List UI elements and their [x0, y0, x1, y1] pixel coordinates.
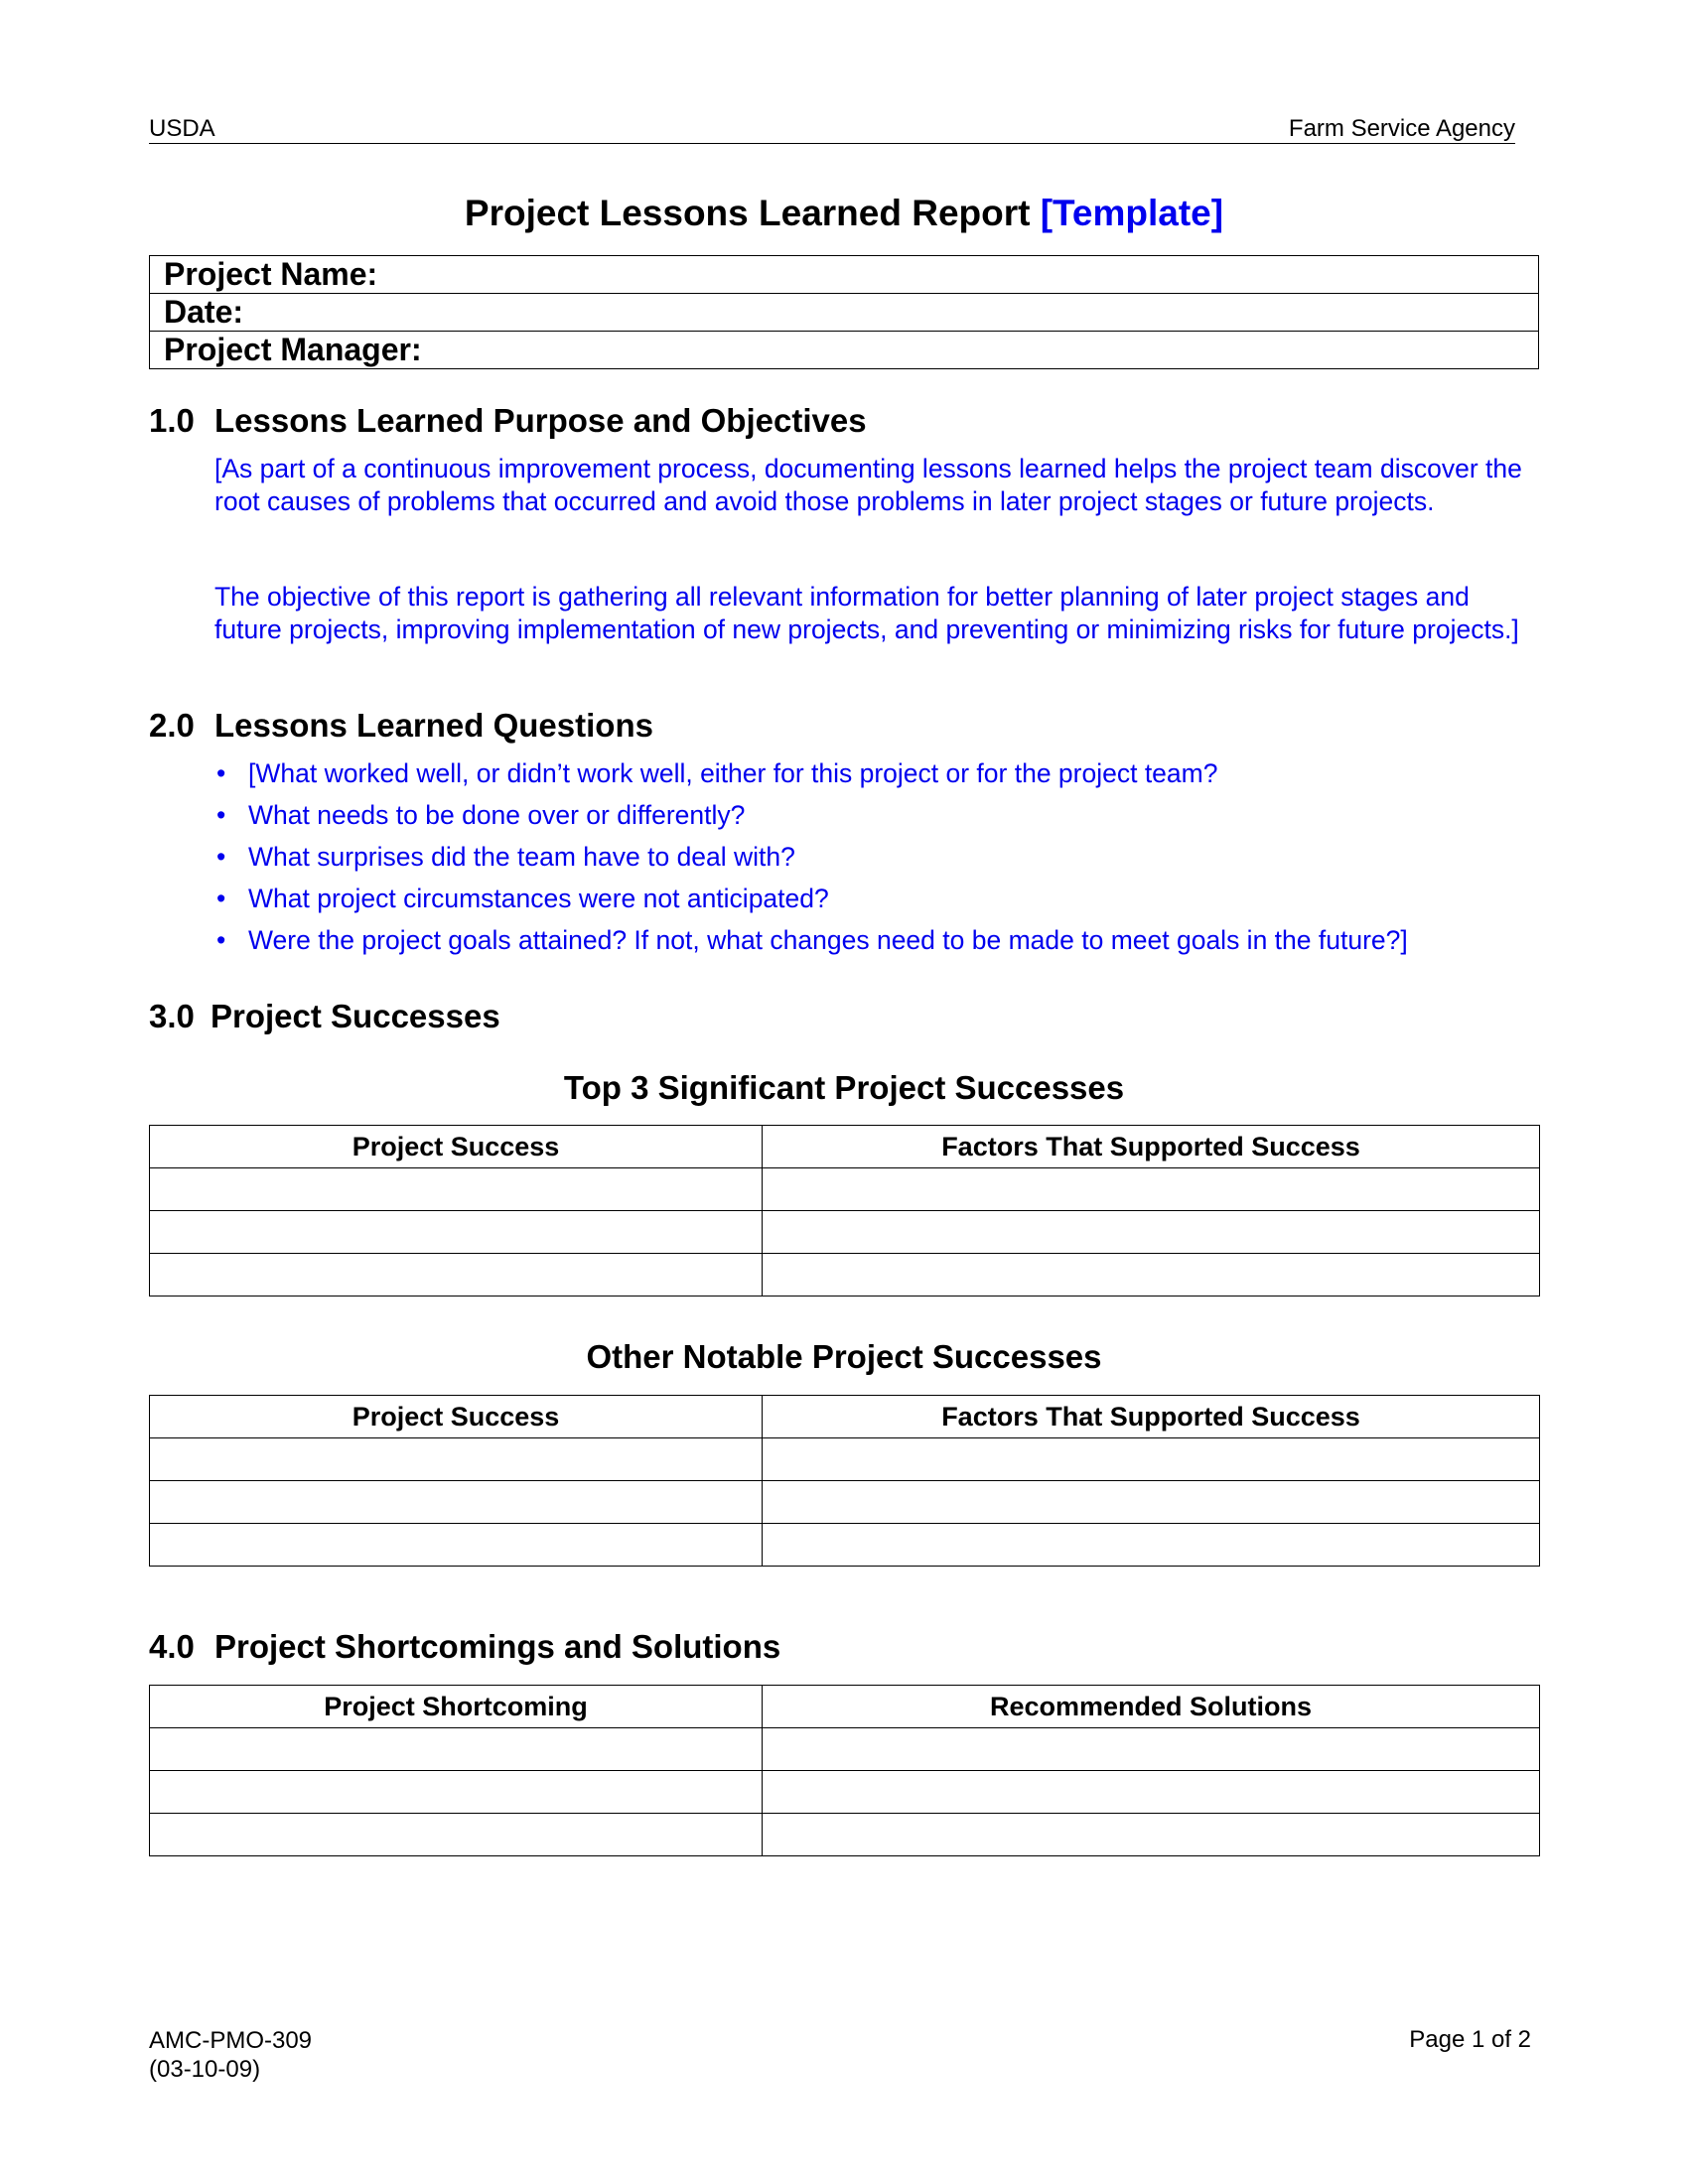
table-row — [150, 1771, 1540, 1814]
bullet-icon: • — [216, 800, 226, 830]
list-item-text: What project circumstances were not anticipated? — [248, 884, 829, 913]
bullet-icon: • — [216, 925, 226, 955]
table-cell[interactable] — [763, 1771, 1540, 1814]
list-item — [214, 883, 1539, 924]
other-successes-title: Other Notable Project Successes — [586, 1338, 1102, 1375]
project-name-field[interactable]: Project Name: — [150, 256, 1539, 294]
column-header-factors: Factors That Supported Success — [763, 1396, 1540, 1438]
objective-paragraph: The objective of this report is gathering all relevant information for better planning of later project stages and future projects, improving implementation of new projects, and preventing or minimizing risks for future projects.] — [214, 582, 1519, 644]
table-cell[interactable] — [150, 1814, 763, 1856]
project-info-table — [149, 255, 1539, 369]
column-header-factors: Factors That Supported Success — [763, 1126, 1540, 1168]
top-successes-table — [149, 1125, 1540, 1297]
table-cell[interactable] — [150, 1254, 763, 1297]
table-cell[interactable] — [763, 1211, 1540, 1254]
section-number: 1.0 — [149, 402, 195, 439]
footer-form-date: (03-10-09) — [149, 2056, 261, 2083]
table-cell[interactable] — [150, 1211, 763, 1254]
column-header-project-success: Project Success — [150, 1126, 763, 1168]
table-cell[interactable] — [763, 1438, 1540, 1481]
table-cell[interactable] — [150, 1438, 763, 1481]
table-cell[interactable] — [150, 1481, 763, 1524]
table-header-row — [150, 1396, 1540, 1438]
section-title: Lessons Learned Questions — [214, 707, 653, 744]
table-header-row — [150, 1126, 1540, 1168]
table-cell[interactable] — [763, 1814, 1540, 1856]
top-successes-title: Top 3 Significant Project Successes — [563, 1069, 1125, 1106]
list-item — [214, 757, 1539, 799]
shortcomings-table — [149, 1685, 1540, 1856]
section-2-heading — [149, 707, 653, 745]
list-item-text: What surprises did the team have to deal with? — [248, 842, 795, 872]
questions-list — [214, 757, 1539, 966]
table-cell[interactable] — [763, 1524, 1540, 1567]
list-item-text: [What worked well, or didn’t work well, either for this project or for the project team? — [248, 758, 1218, 788]
list-item — [214, 841, 1539, 883]
section-number: 4.0 — [149, 1628, 195, 1665]
document-page — [149, 0, 1539, 2184]
table-cell[interactable] — [150, 1168, 763, 1211]
section-title: Lessons Learned Purpose and Objectives — [214, 402, 867, 439]
table-row — [150, 1814, 1540, 1856]
section-1-heading — [149, 402, 867, 440]
table-cell[interactable] — [763, 1254, 1540, 1297]
document-title-main: Project Lessons Learned Report — [464, 193, 1031, 233]
table-row — [150, 294, 1539, 332]
section-number: 3.0 — [149, 998, 195, 1034]
table-cell[interactable] — [763, 1728, 1540, 1771]
footer-form-info — [149, 2026, 312, 2084]
section-number: 2.0 — [149, 707, 195, 744]
bullet-icon: • — [216, 884, 226, 913]
other-successes-table — [149, 1395, 1540, 1567]
list-item — [214, 924, 1539, 966]
column-header-project-success: Project Success — [150, 1396, 763, 1438]
table-row — [150, 1438, 1540, 1481]
bullet-icon: • — [216, 758, 226, 788]
table-cell[interactable] — [150, 1728, 763, 1771]
table-cell[interactable] — [763, 1168, 1540, 1211]
column-header-shortcoming: Project Shortcoming — [150, 1686, 763, 1728]
table-row — [150, 332, 1539, 369]
document-title-tag: [Template] — [1040, 193, 1224, 233]
footer-page-number: Page 1 of 2 — [1409, 2026, 1531, 2053]
table-row — [150, 1524, 1540, 1567]
footer-form-code: AMC-PMO-309 — [149, 2027, 313, 2054]
section-4-heading — [149, 1628, 780, 1666]
table-cell[interactable] — [763, 1481, 1540, 1524]
table-cell[interactable] — [150, 1524, 763, 1567]
list-item-text: What needs to be done over or differently? — [248, 800, 746, 830]
section-title: Project Successes — [211, 998, 500, 1034]
header-agency-right: Farm Service Agency — [1288, 115, 1515, 142]
table-row — [150, 1728, 1540, 1771]
list-item — [214, 799, 1539, 841]
document-title — [149, 193, 1539, 234]
table-row — [150, 1211, 1540, 1254]
table-cell[interactable] — [150, 1771, 763, 1814]
table-row — [150, 1168, 1540, 1211]
column-header-solutions: Recommended Solutions — [763, 1686, 1540, 1728]
bullet-icon: • — [216, 842, 226, 872]
purpose-paragraph: [As part of a continuous improvement process, documenting lessons learned helps the project team discover the root causes of problems that occurred and avoid those problems in later project stages or future projects. — [214, 454, 1522, 516]
table-row — [150, 1481, 1540, 1524]
header-agency-left: USDA — [149, 115, 215, 142]
table-row — [150, 1254, 1540, 1297]
page-header — [149, 115, 1515, 144]
date-field[interactable]: Date: — [150, 294, 1539, 332]
section-3-heading — [149, 998, 500, 1035]
table-row — [150, 256, 1539, 294]
project-manager-field[interactable]: Project Manager: — [150, 332, 1539, 369]
table-header-row — [150, 1686, 1540, 1728]
section-title: Project Shortcomings and Solutions — [214, 1628, 781, 1665]
list-item-text: Were the project goals attained? If not, what changes need to be made to meet goals in the future?] — [248, 925, 1408, 955]
